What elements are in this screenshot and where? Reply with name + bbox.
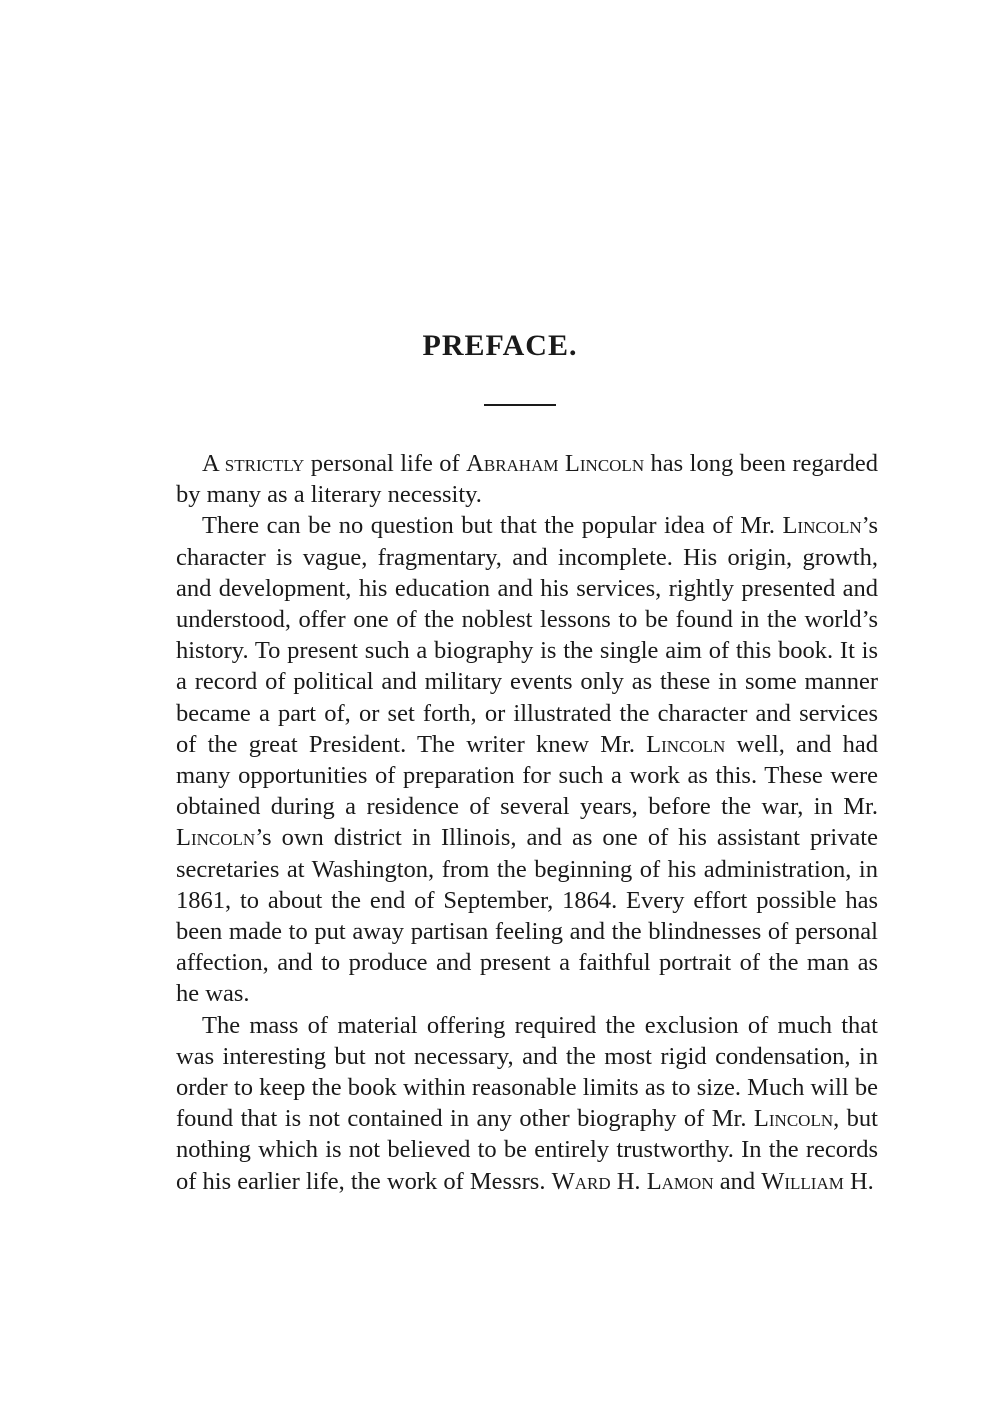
paragraph-2-text-4: ’s own district in Illinois, and as one of his assistant private secretaries at Washington, from the beginning of his administration, in 1861, to about the end of September, 1864. Every effort possible has been made to put away partisan feeling and the blindnesses of personal affection, and to produce and present a faithful portrait of the man as he was. [176,824,878,1008]
small-caps-ward: Ward [551,1167,611,1195]
small-caps-lincoln: Lincoln [753,1105,834,1133]
paragraph-1-lead: A [202,450,225,477]
paragraph-3-text-5: H. [843,1167,874,1195]
small-caps-lincoln: Lincoln [646,730,726,758]
paragraph-3 [176,1010,878,1197]
small-caps-lamon: Lamon [646,1167,714,1195]
preface-body [176,448,878,1197]
paragraph-1-text-1: personal life of [304,450,467,477]
paragraph-2-text-3: well, and had many opportunities of preparation for such a work as this. These were obtained during a residence of several years, before the war, in Mr. [176,730,878,821]
paragraph-2 [176,510,878,1009]
paragraph-3-text-1: The mass of material offering required the exclusion of much that was interesting but not necessary, and the most rigid condensation, in order to keep the book within reasonable limits as to size. Much will be found that is not contained in any other biography of Mr. [176,1011,878,1133]
paragraph-3-text-2: , but nothing which is not believed to be entirely trustworthy. In the records of his earlier life, the work of Messrs. [176,1105,878,1195]
paragraph-3-text-4: and [713,1167,762,1195]
title-divider [484,404,556,406]
small-caps-lincoln: Lincoln [782,512,862,540]
paragraph-1 [176,448,878,510]
paragraph-2-text-1: There can be no question but that the popular idea of Mr. [202,512,783,540]
paragraph-3-text-3: H. [610,1167,647,1195]
small-caps-abraham-lincoln: Abraham Lincoln [466,450,645,477]
small-caps-strictly: strictly [224,450,305,477]
small-caps-lincoln: Lincoln [176,824,256,852]
page-title: PREFACE. [422,329,578,362]
paragraph-1-text-2: has long been regarded by many as a literary necessity. [176,450,879,509]
paragraph-2-text-2: ’s character is vague, fragmentary, and incomplete. His origin, growth, and development, his education and his services, rightly presented and understood, offer one of the noblest lessons to be found in the world’s history. To present such a biography is the single aim of this book. It is a record of political and military events only as these in some manner became a part of, or set forth, or illustrated the character and services of the great President. The writer knew Mr. [176,512,878,758]
small-caps-william: William [761,1167,844,1195]
